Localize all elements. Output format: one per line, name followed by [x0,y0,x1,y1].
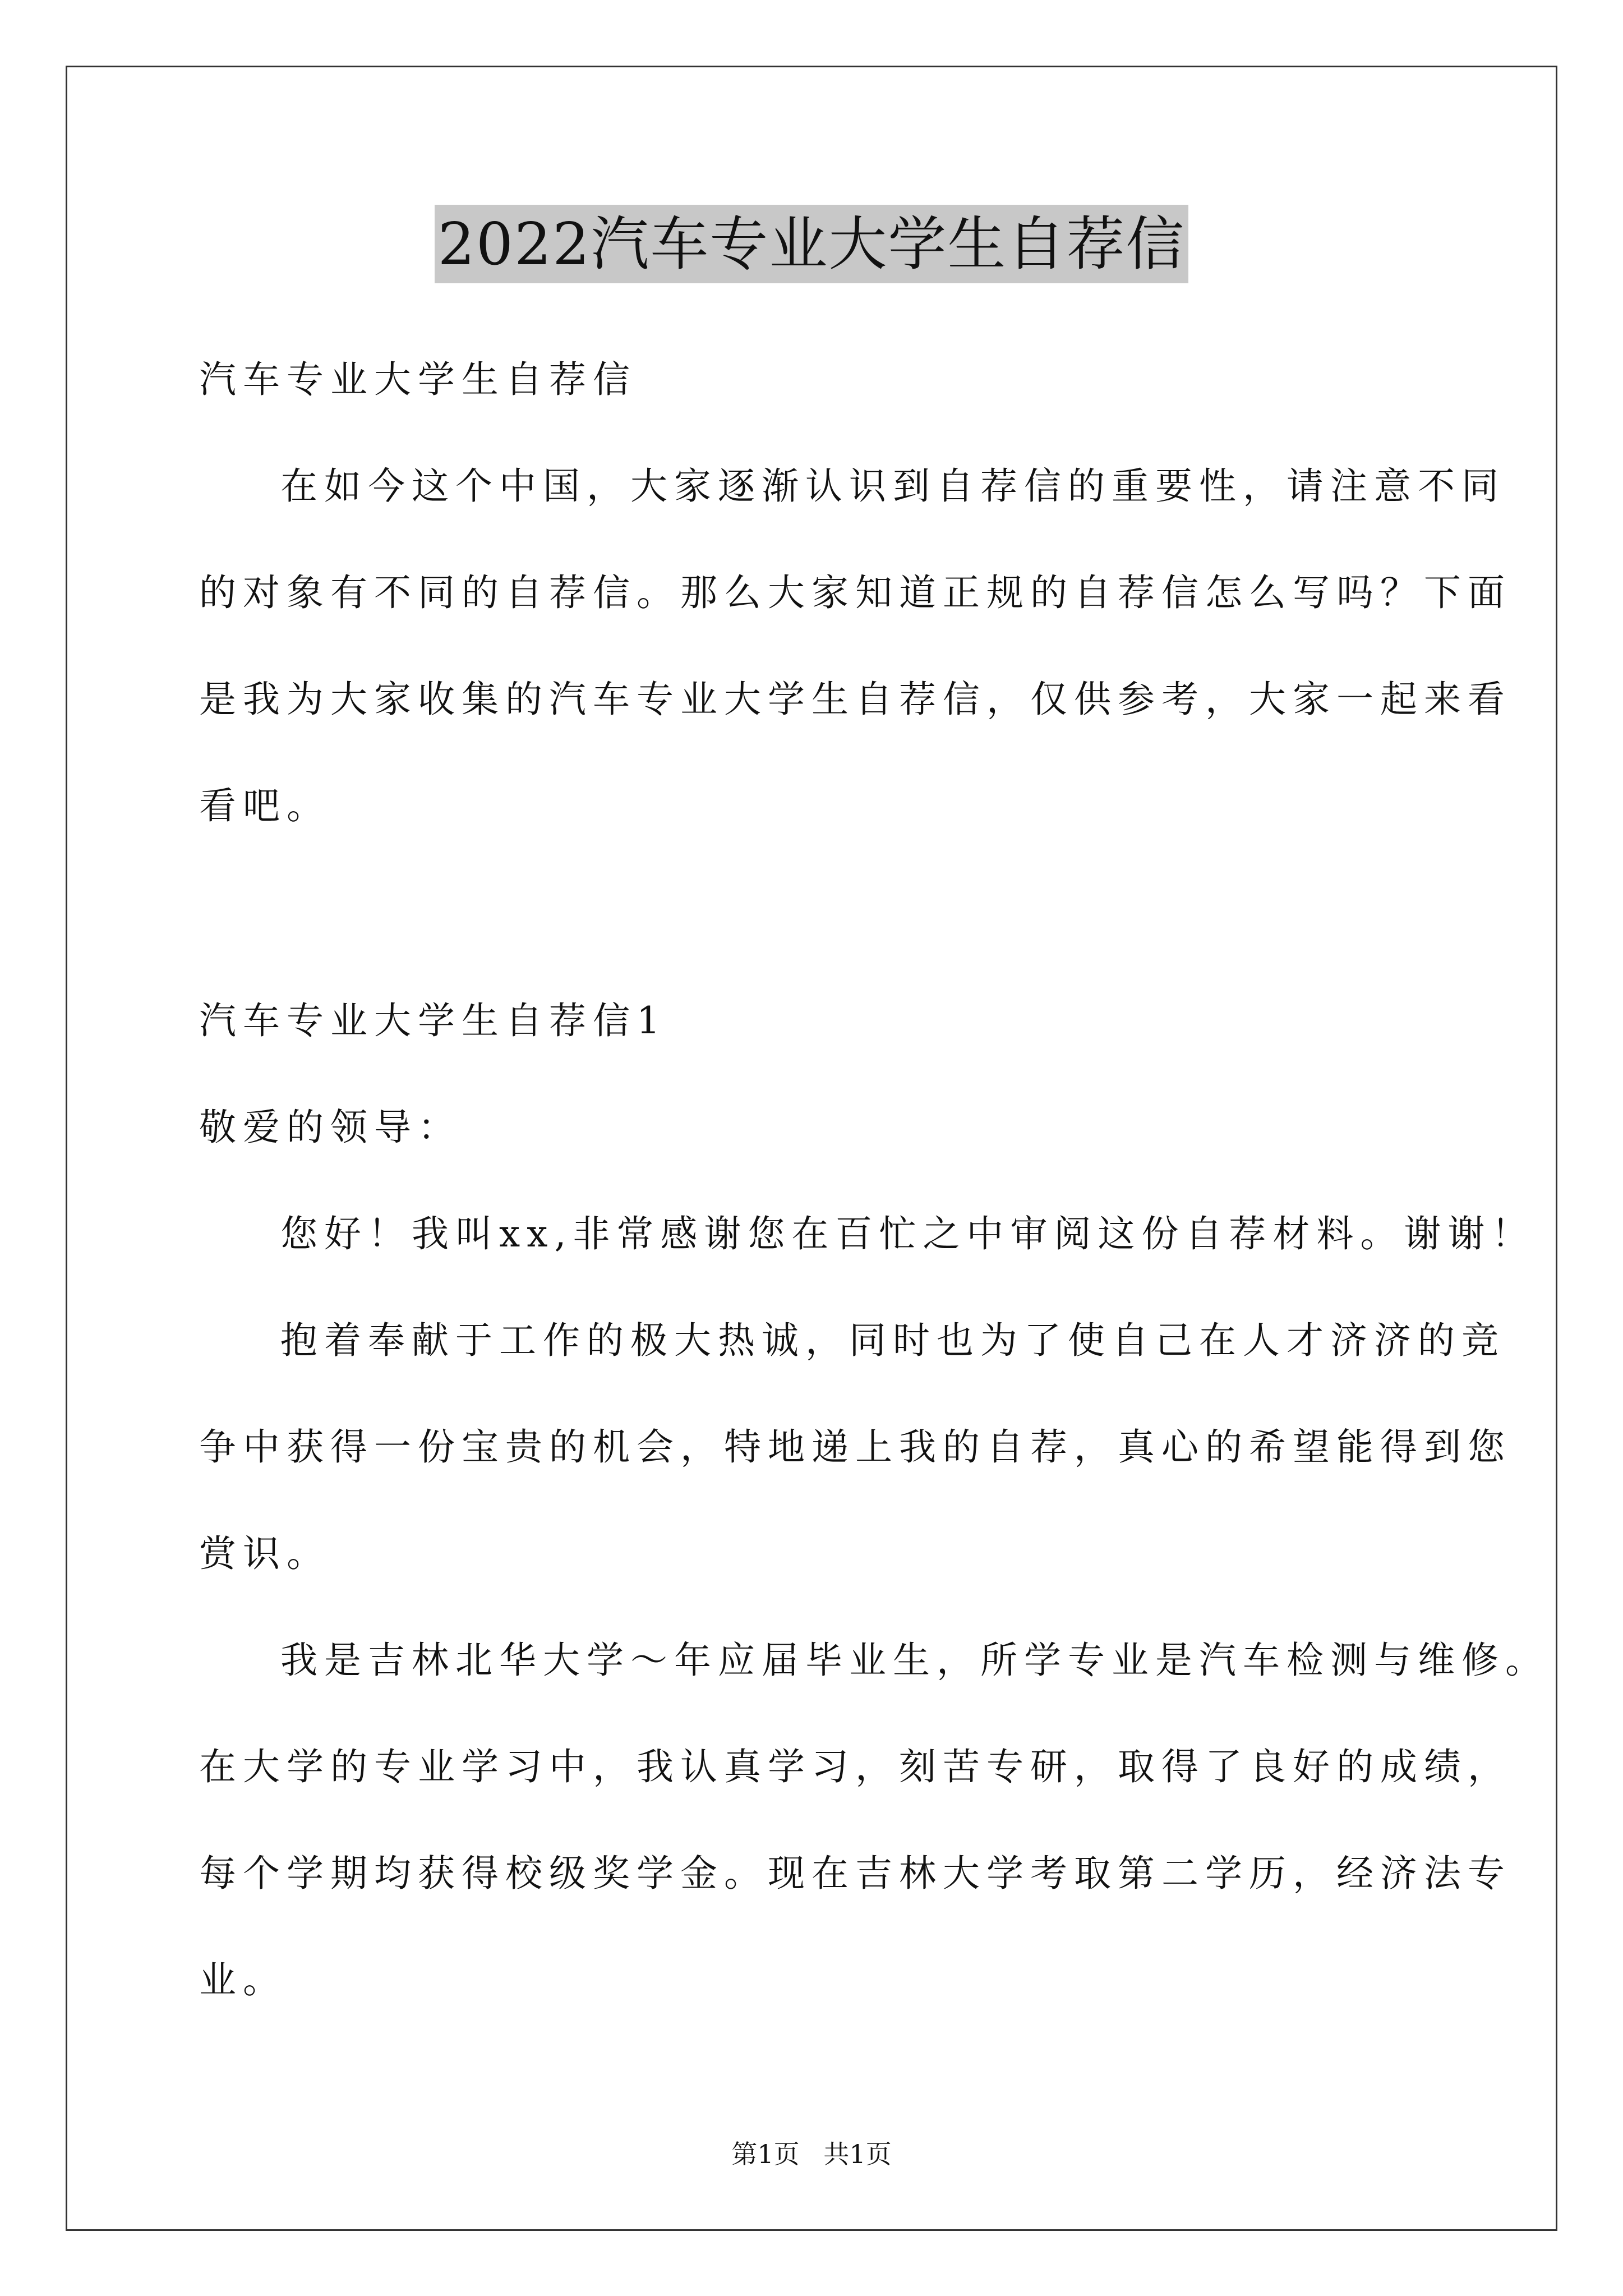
document-title: 2022汽车专业大学生自荐信 [435,205,1189,283]
paragraph-line: 在如今这个中国，大家逐渐认识到自荐信的重要性，请注意不同 [280,464,1505,508]
title-area [0,205,1623,283]
salutation-line: 敬爱的领导： [199,1106,462,1149]
paragraph-line: 业。 [199,1958,287,2001]
subtitle-line: 汽车专业大学生自荐信 [199,358,637,401]
section-heading: 汽车专业大学生自荐信1 [199,999,667,1042]
paragraph-line: 您好！我叫xx,非常感谢您在百忙之中审阅这份自荐材料。谢谢！ [280,1212,1536,1255]
paragraph-line: 的对象有不同的自荐信。那么大家知道正规的自荐信怎么写吗？下面 [199,571,1511,614]
page-total: 共1页 [823,2139,892,2169]
page-number: 第1页 [731,2139,800,2169]
paragraph-line: 抱着奉献于工作的极大热诚，同时也为了使自己在人才济济的竞 [280,1319,1505,1362]
paragraph-line: 看吧。 [199,784,330,827]
paragraph-line: 在大学的专业学习中，我认真学习，刻苦专研，取得了良好的成绩， [199,1745,1511,1788]
page-footer [0,2137,1623,2171]
paragraph-line: 赏识。 [199,1532,330,1575]
paragraph-line: 我是吉林北华大学～年应届毕业生，所学专业是汽车检测与维修。 [280,1639,1549,1682]
paragraph-line: 每个学期均获得校级奖学金。现在吉林大学考取第二学历，经济法专 [199,1852,1511,1895]
paragraph-line: 争中获得一份宝贵的机会，特地递上我的自荐，真心的希望能得到您 [199,1425,1511,1469]
paragraph-line: 是我为大家收集的汽车专业大学生自荐信，仅供参考，大家一起来看 [199,678,1511,721]
